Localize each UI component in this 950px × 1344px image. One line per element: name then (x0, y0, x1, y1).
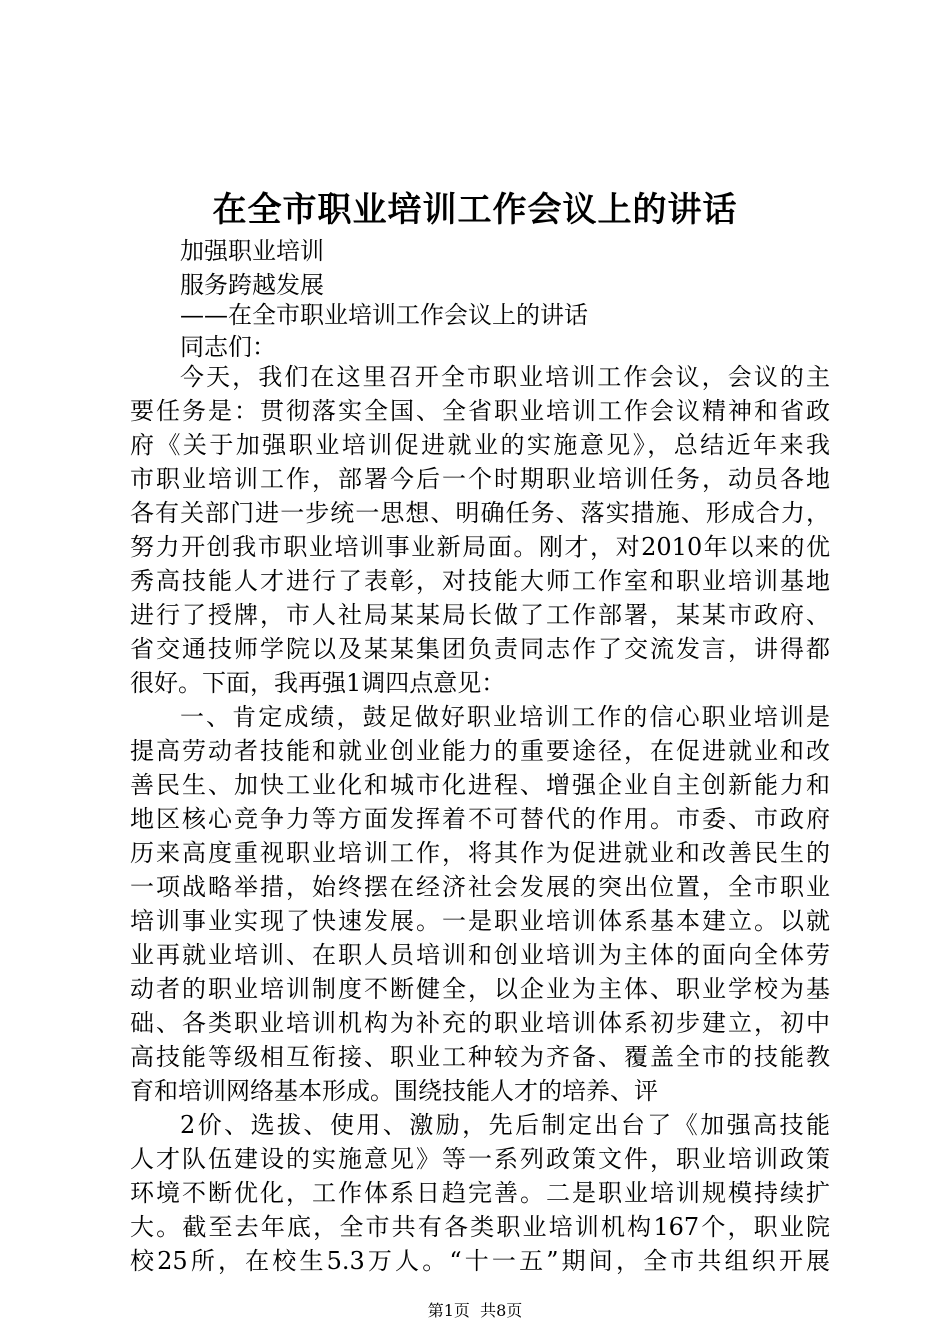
body-line: 地区核心竞争力等方面发挥着不可替代的作用。市委、市政府 (130, 805, 830, 833)
body-line: 校25所，在校生5.3万人。“十一五”期间，全市共组织开展 (130, 1247, 830, 1275)
subtitle-line-3: ——在全市职业培训工作会议上的讲话 (180, 301, 588, 329)
body-line: 育和培训网络基本形成。围绕技能人才的培养、评 (130, 1077, 658, 1105)
body-line: 培训事业实现了快速发展。一是职业培训体系基本建立。以就 (130, 907, 830, 935)
body-line: 业再就业培训、在职人员培训和创业培训为主体的面向全体劳 (130, 941, 830, 969)
body-line: 环境不断优化，工作体系日趋完善。二是职业培训规模持续扩 (130, 1179, 830, 1207)
body-line: 今天，我们在这里召开全市职业培训工作会议，会议的主 (180, 363, 830, 391)
body-line: 高技能等级相互衔接、职业工种较为齐备、覆盖全市的技能教 (130, 1043, 830, 1071)
body-line: 动者的职业培训制度不断健全，以企业为主体、职业学校为基 (130, 975, 830, 1003)
body-line: 人才队伍建设的实施意见》等一系列政策文件，职业培训政策 (130, 1145, 830, 1173)
body-line: 一、肯定成绩，鼓足做好职业培训工作的信心职业培训是 (180, 703, 830, 731)
body-line: 础、各类职业培训机构为补充的职业培训体系初步建立，初中 (130, 1009, 830, 1037)
page-number-footer: 第1页 共8页 (427, 1301, 523, 1320)
body-line: 进行了授牌，市人社局某某局长做了工作部署，某某市政府、 (130, 601, 830, 629)
subtitle-line-1: 加强职业培训 (180, 237, 324, 265)
body-line: 府《关于加强职业培训促进就业的实施意见》，总结近年来我 (130, 431, 830, 459)
body-line: 市职业培训工作，部署今后一个时期职业培训任务，动员各地 (130, 465, 830, 493)
body-line: 2价、选拔、使用、激励，先后制定出台了《加强高技能 (180, 1111, 830, 1139)
body-line: 大。截至去年底，全市共有各类职业培训机构167个，职业院 (130, 1213, 830, 1241)
body-line: 各有关部门进一步统一思想、明确任务、落实措施、形成合力， (130, 499, 830, 527)
body-line: 历来高度重视职业培训工作，将其作为促进就业和改善民生的 (130, 839, 830, 867)
body-line: 省交通技师学院以及某某集团负责同志作了交流发言，讲得都 (130, 635, 830, 663)
body-line: 要任务是：贯彻落实全国、全省职业培训工作会议精神和省政 (130, 397, 830, 425)
body-line: 很好。下面，我再强1调四点意见： (130, 669, 506, 697)
body-line: 努力开创我市职业培训事业新局面。刚才，对2010年以来的优 (130, 533, 830, 561)
salutation: 同志们： (180, 333, 276, 361)
document-title: 在全市职业培训工作会议上的讲话 (212, 190, 738, 230)
body-line: 善民生、加快工业化和城市化进程、增强企业自主创新能力和 (130, 771, 830, 799)
subtitle-line-2: 服务跨越发展 (180, 271, 324, 299)
body-line: 提高劳动者技能和就业创业能力的重要途径，在促进就业和改 (130, 737, 830, 765)
body-line: 秀高技能人才进行了表彰，对技能大师工作室和职业培训基地 (130, 567, 830, 595)
body-line: 一项战略举措，始终摆在经济社会发展的突出位置，全市职业 (130, 873, 830, 901)
